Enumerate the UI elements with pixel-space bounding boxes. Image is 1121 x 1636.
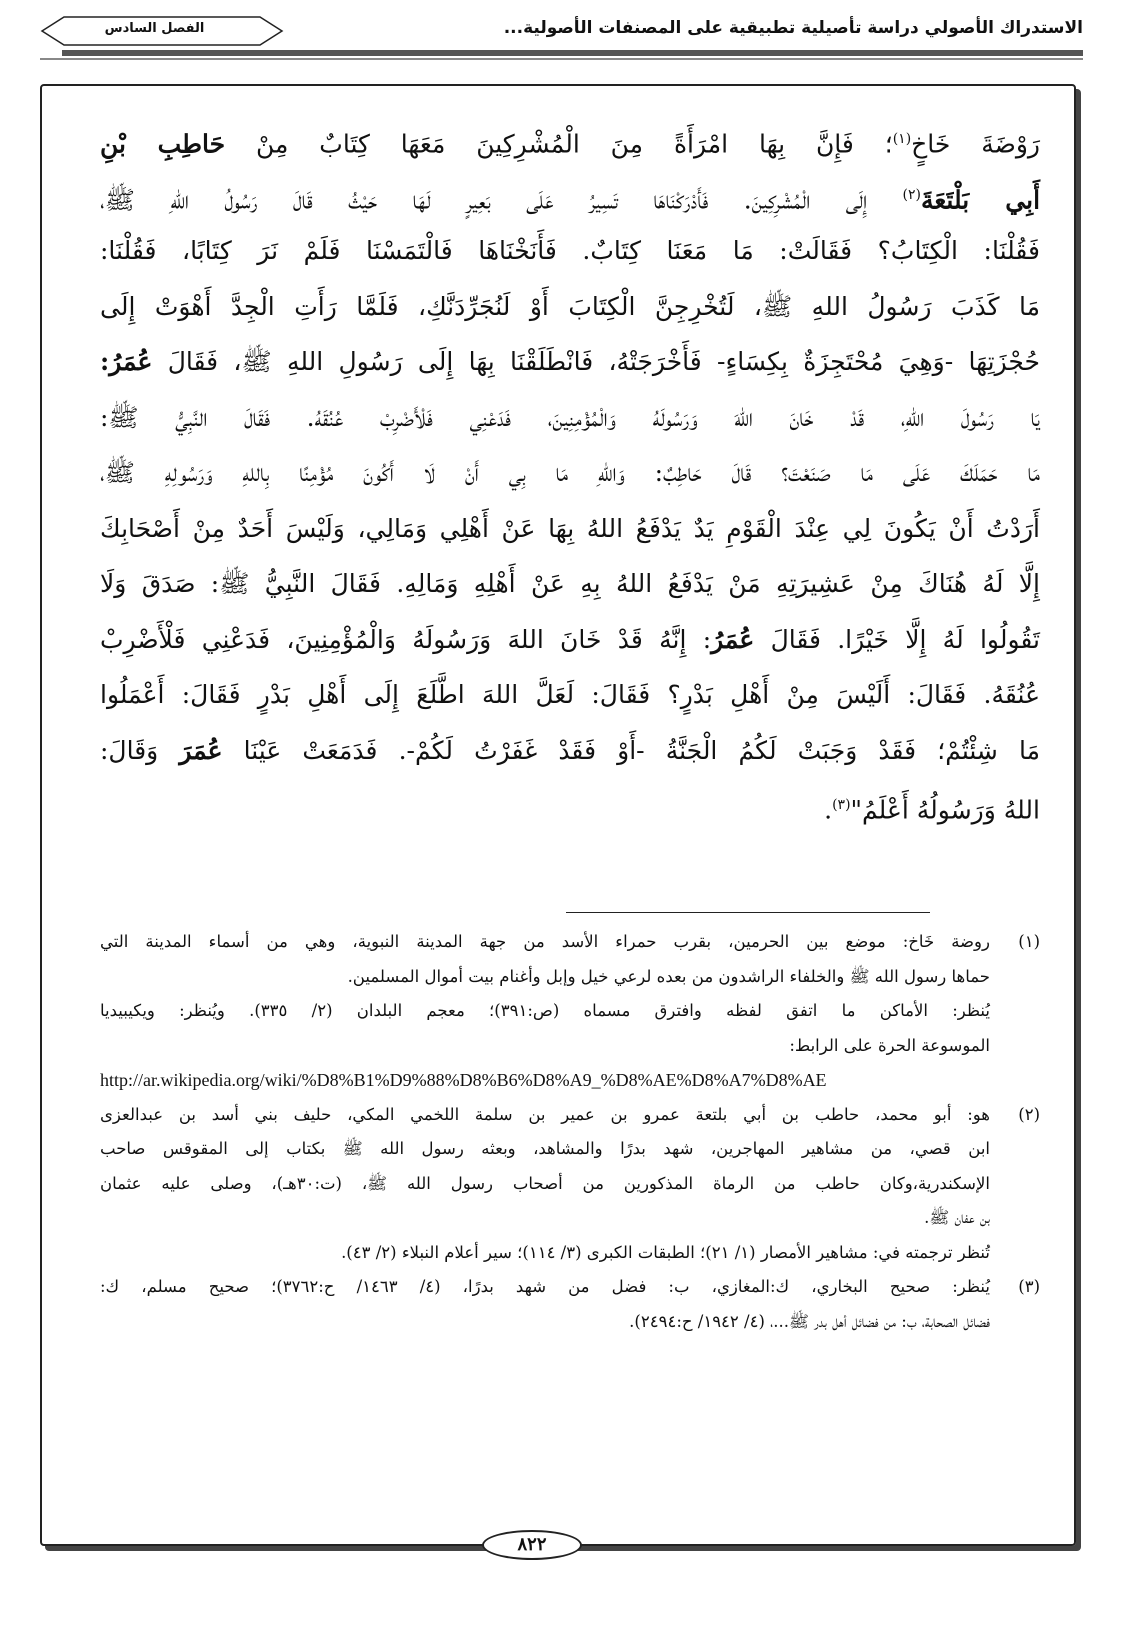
footnote-line xyxy=(100,1167,1040,1202)
text-segment: حُجْزَتِهَا -وَهِيَ مُحْتَجِزَةٌ بِكِسَاءٍ- فَأَخْرَجَتْهُ، فَانْطَلَقْنَا بِهَا إِلَى رَسُولِ اللهِ ﷺ، فَقَالَ xyxy=(152,347,1040,376)
footnote-text: يُنظر: الأماكن ما اتفق لفظه وافترق مسماه (ص:٣٩١)؛ معجم البلدان (٢/ ٣٣٥). ويُنظر: ويكيبيديا xyxy=(100,1001,990,1020)
footnote-number: (٢) xyxy=(1018,1104,1040,1124)
bold-name: أَبِي بَلْتَعَةَ xyxy=(920,184,1041,214)
footnote-text: ابن قصي، من مشاهير المهاجرين، شهد بدرًا والمشاهد، وبعثه رسول الله ﷺ بكتاب إلى المقوقس صاحب xyxy=(100,1139,990,1158)
text-line xyxy=(100,279,1040,335)
text-segment: فَقُلْنَا: الْكِتَابُ؟ فَقَالَتْ: مَا مَعَنَا كِتَابٌ. فَأَنَخْنَاهَا فَالْتَمَسْنَا فَلَمْ نَرَ كِتَابًا، فَقُلْنَا: xyxy=(100,236,1040,265)
footnote-text: الموسوعة الحرة على الرابط: xyxy=(789,1035,990,1055)
bold-name: حَاطِبِ بْنِ xyxy=(100,129,226,159)
text-segment: اللهُ وَرَسُولُهُ أَعْلَمُ" xyxy=(850,795,1040,825)
footnote-line xyxy=(100,994,1040,1029)
text-line xyxy=(100,390,1040,446)
footnote-separator xyxy=(566,912,930,913)
footnote-line xyxy=(100,1305,1040,1340)
text-segment: أَرَدْتُ أَنْ يَكُونَ لِي عِنْدَ الْقَوْمِ يَدٌ يَدْفَعُ اللهُ بِهَا عَنْ أَهْلِي وَمَالِي، وَلَيْسَ أَحَدٌ مِنْ أَصْحَابِكَ xyxy=(100,513,1040,543)
footnote-text: الإسكندرية،وكان حاطب من الرماة المذكورين من أصحاب رسول الله ﷺ، (ت:٣٠هـ)، وصلى عليه عثمان xyxy=(100,1173,990,1193)
chapter-title: الفصل السادس xyxy=(104,21,205,36)
footnote-ref[interactable]: (٢) xyxy=(902,186,921,203)
text-segment: إِلَّا لَهُ هُنَاكَ مِنْ عَشِيرَتِهِ مَنْ يَدْفَعُ اللهُ بِهِ عَنْ أَهْلِهِ وَمَالِهِ. فَقَالَ النَّبِيُّ ﷺ: صَدَقَ وَلَا xyxy=(100,569,1040,598)
chapter-label xyxy=(22,14,287,48)
text-line xyxy=(100,168,1040,224)
book-title: الاستدراك الأصولي دراسة تأصيلية تطبيقية على المصنفات الأصولية... xyxy=(503,18,1083,38)
footnote-line xyxy=(100,925,1040,960)
text-segment: . xyxy=(824,795,833,825)
bold-name: عُمَرَ xyxy=(179,735,223,765)
text-segment: يَا رَسُولَ اللهِ، قَدْ خَانَ اللهَ وَرَسُولَهُ وَالْمُؤْمِنِينَ، فَدَعْنِي فَلْأَضْرِبْ عُنُقَهُ. فَقَالَ النَّبِيُّ ﷺ: xyxy=(100,402,1040,432)
footnote-line xyxy=(100,1201,1040,1236)
main-text xyxy=(100,112,1040,834)
footnote-line xyxy=(100,1029,1040,1064)
footnote-text: روضة خَاخ: موضع بين الحرمين، بقرب حمراء الأسد من جهة المدينة النبوية، وهي من أسماء المدينة التي xyxy=(100,932,990,951)
text-line xyxy=(100,612,1040,668)
footnote-text: تُنظر ترجمته في: مشاهير الأمصار (١/ ٢١)؛ الطبقات الكبرى (٣/ ١١٤)؛ سير أعلام النبلاء (٢/ ٤٣). xyxy=(341,1242,990,1262)
text-segment: تَقُولُوا لَهُ إِلَّا خَيْرًا. فَقَالَ xyxy=(754,624,1040,654)
footnote-line xyxy=(100,1132,1040,1167)
text-line xyxy=(100,667,1040,723)
text-segment: إِلَى الْمُشْرِكِينَ. فَأَدْرَكْنَاهَا تَسِيرُ عَلَى بَعِيرٍ لَهَا حَيْثُ قَالَ رَسُولُ اللهِ ﷺ، xyxy=(100,184,903,214)
footnote-text: يُنظر: صحيح البخاري، ك:المغازي، ب: فضل من شهد بدرًا، (٤/ ١٤٦٣/ ح:٣٧٦٢)؛ صحيح مسلم، ك: xyxy=(100,1277,991,1296)
page-number: ٨٢٢ xyxy=(482,1530,582,1560)
text-line xyxy=(100,778,1040,834)
footnote-ref[interactable]: (٣) xyxy=(832,797,851,813)
footnote-line xyxy=(100,1270,1040,1305)
text-line xyxy=(100,112,1040,168)
text-segment: مَا كَذَبَ رَسُولُ اللهِ ﷺ، لَتُخْرِجِنَّ الْكِتَابَ أَوْ لَنُجَرِّدَنَّكِ، فَلَمَّا رَأَتِ الْجِدَّ أَهْوَتْ إِلَى xyxy=(100,291,1040,321)
footnote-number: (٣) xyxy=(1018,1277,1041,1296)
text-segment: رَوْضَةَ خَاخٍ xyxy=(911,129,1041,159)
text-line xyxy=(100,556,1040,612)
footnote-link[interactable]: http://ar.wikipedia.org/wiki/%D8%B1%D9%88%D8%B6%D8%A9_%D8%AE%D8%A7%D8%AE xyxy=(100,1070,827,1090)
footnote-ref[interactable]: (١) xyxy=(892,131,912,147)
text-line xyxy=(100,723,1040,779)
footnotes xyxy=(100,925,1040,1339)
text-segment: مَا شِئْتُمْ؛ فَقَدْ وَجَبَتْ لَكُمُ الْجَنَّةُ -أَوْ فَقَدْ غَفَرْتُ لَكُمْ-. فَدَمَعَتْ عَيْنَا xyxy=(222,735,1040,765)
text-line xyxy=(100,445,1040,501)
footnote-line xyxy=(100,1236,1040,1271)
header-rule-thin xyxy=(40,58,1083,60)
text-line xyxy=(100,501,1040,557)
text-segment: عُنُقَهُ. فَقَالَ: أَلَيْسَ مِنْ أَهْلِ بَدْرٍ؟ فَقَالَ: لَعَلَّ اللهَ اطَّلَعَ إِلَى أَهْلِ بَدْرٍ فَقَالَ: أَعْمَلُوا xyxy=(100,680,1040,709)
footnote-number: (١) xyxy=(1018,932,1040,951)
bold-name: عُمَرُ: xyxy=(100,347,153,376)
text-segment: مَا حَمَلَكَ عَلَى مَا صَنَعْتَ؟ قَالَ حَاطِبٌ: وَاللهِ مَا بِي أَنْ لَا أَكُونَ مُؤْمِنًا بِاللهِ وَرَسُولِهِ ﷺ، xyxy=(100,458,1040,487)
footnote-text: بن عفان ﷺ. xyxy=(924,1208,990,1227)
footnote-text: هو: أبو محمد، حاطب بن أبي بلتعة عمرو بن عمير بن سلمة اللخمي المكي، حليف بني أسد بن عبدالعزى xyxy=(100,1104,990,1124)
text-segment: وَقَالَ: xyxy=(100,735,180,765)
footnote-line xyxy=(100,1098,1040,1133)
header-rule xyxy=(62,50,1083,56)
footnote-text: حماها رسول الله ﷺ والخلفاء الراشدون من بعده لرعي خيل وإبل وأغنام بيت أموال المسلمين. xyxy=(347,966,990,986)
text-line xyxy=(100,223,1040,279)
text-line xyxy=(100,334,1040,390)
footnote-line xyxy=(100,960,1040,995)
text-segment: ؛ فَإِنَّ بِهَا امْرَأَةً مِنَ الْمُشْرِكِينَ مَعَهَا كِتَابٌ مِنْ xyxy=(225,129,893,159)
footnote-text: فضائل الصحابة، ب: من فضائل أهل بدر ﷺ...، (٤/ ١٩٤٢/ ح:٢٤٩٤). xyxy=(629,1311,990,1331)
bold-name: عُمَرُ xyxy=(711,624,755,654)
text-segment: : إِنَّهُ قَدْ خَانَ اللهَ وَرَسُولَهُ وَالْمُؤْمِنِينَ، فَدَعْنِي فَلْأَضْرِبْ xyxy=(100,624,712,654)
